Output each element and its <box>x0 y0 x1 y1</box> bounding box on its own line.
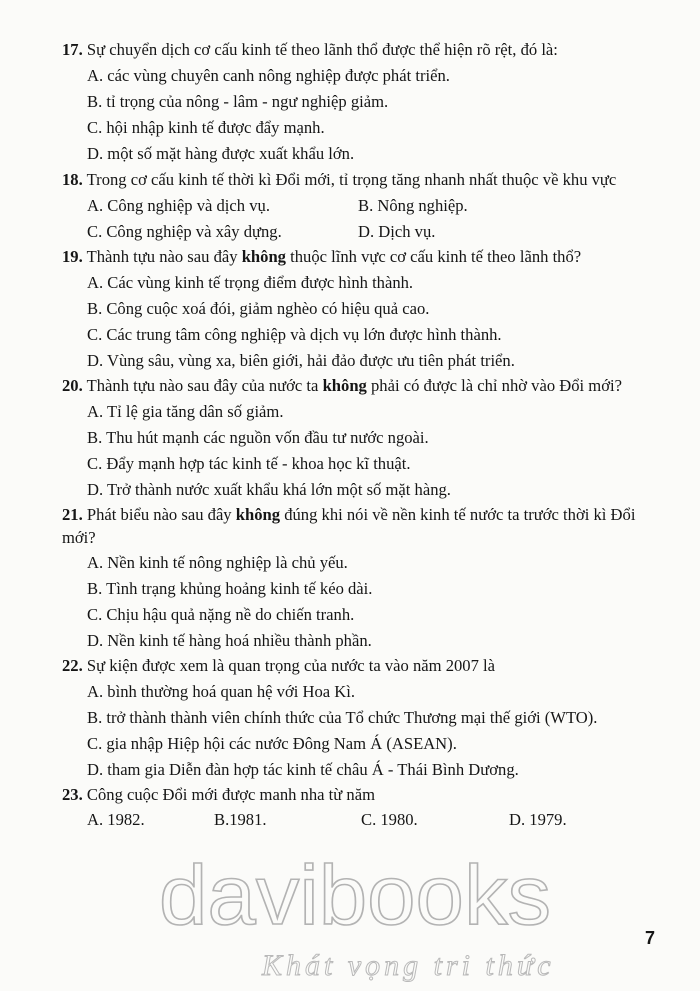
davibooks-watermark-logo <box>155 858 555 934</box>
option-19a: A. Các vùng kinh tế trọng điểm được hình thành. <box>87 273 414 292</box>
question-17: 17. Sự chuyển dịch cơ cấu kinh tế theo lãnh thổ được thể hiện rõ rệt, đó là: <box>62 40 558 59</box>
question-18: 18. Trong cơ cấu kinh tế thời kì Đổi mới, tỉ trọng tăng nhanh nhất thuộc về khu vực <box>62 170 617 189</box>
option-17d: D. một số mặt hàng được xuất khẩu lớn. <box>87 144 355 163</box>
option-17b: B. tỉ trọng của nông - lâm - ngư nghiệp giảm. <box>87 92 389 111</box>
option-19c: C. Các trung tâm công nghiệp và dịch vụ lớn được hình thành. <box>87 325 502 344</box>
option-23d: D. 1979. <box>509 810 567 829</box>
option-21c: C. Chịu hậu quả nặng nề do chiến tranh. <box>87 605 355 624</box>
option-18a: A. Công nghiệp và dịch vụ. <box>87 196 270 215</box>
question-21: 21. Phát biểu nào sau đây không đúng khi nói về nền kinh tế nước ta trước thời kì Đổi mới? <box>62 505 636 547</box>
option-21b: B. Tình trạng khủng hoảng kinh tế kéo dài. <box>87 579 373 598</box>
question-19: 19. Thành tựu nào sau đây không thuộc lĩnh vực cơ cấu kinh tế theo lãnh thổ? <box>62 247 582 266</box>
option-23b: B.1981. <box>214 810 267 829</box>
option-19d: D. Vùng sâu, vùng xa, biên giới, hải đảo được ưu tiên phát triển. <box>87 351 515 370</box>
option-20d: D. Trở thành nước xuất khẩu khá lớn một số mặt hàng. <box>87 480 451 499</box>
option-21a: A. Nền kinh tế nông nghiệp là chủ yếu. <box>87 553 348 572</box>
option-21d: D. Nền kinh tế hàng hoá nhiều thành phần. <box>87 631 372 650</box>
option-23c: C. 1980. <box>361 810 418 829</box>
option-20c: C. Đẩy mạnh hợp tác kinh tế - khoa học kĩ thuật. <box>87 454 411 473</box>
question-22: 22. Sự kiện được xem là quan trọng của nước ta vào năm 2007 là <box>62 656 496 675</box>
watermark-tagline: Khát vọng tri thức <box>262 949 555 982</box>
option-22d: D. tham gia Diễn đàn hợp tác kinh tế châu Á - Thái Bình Dương. <box>87 760 519 779</box>
option-18c: C. Công nghiệp và xây dựng. <box>87 222 282 241</box>
option-23a: A. 1982. <box>87 810 145 829</box>
option-22c: C. gia nhập Hiệp hội các nước Đông Nam Á (ASEAN). <box>87 734 457 753</box>
page-number: 7 <box>645 928 656 948</box>
option-18d: D. Dịch vụ. <box>358 222 436 241</box>
option-17c: C. hội nhập kinh tế được đẩy mạnh. <box>87 118 325 137</box>
option-18b: B. Nông nghiệp. <box>358 196 468 215</box>
option-22a: A. bình thường hoá quan hệ với Hoa Kì. <box>87 682 356 701</box>
watermark-brand: davibooks <box>159 858 551 934</box>
option-20b: B. Thu hút mạnh các nguồn vốn đầu tư nước ngoài. <box>87 428 429 447</box>
question-23: 23. Công cuộc Đổi mới được manh nha từ năm <box>62 785 375 804</box>
option-22b: B. trở thành thành viên chính thức của Tổ chức Thương mại thế giới (WTO). <box>87 708 598 727</box>
option-17a: A. các vùng chuyên canh nông nghiệp được phát triển. <box>87 66 450 85</box>
question-20: 20. Thành tựu nào sau đây của nước ta không phải có được là chỉ nhờ vào Đổi mới? <box>62 376 622 395</box>
option-20a: A. Tỉ lệ gia tăng dân số giảm. <box>87 402 284 421</box>
option-19b: B. Công cuộc xoá đói, giảm nghèo có hiệu quả cao. <box>87 299 430 318</box>
